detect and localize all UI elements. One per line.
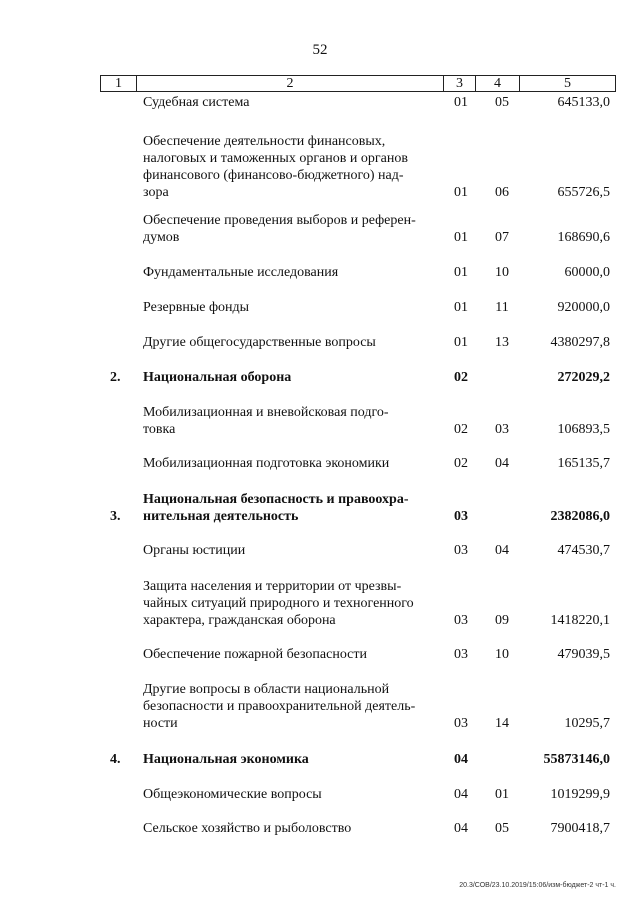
row-subsection-code: 06 [495, 185, 509, 200]
row-section-code: 04 [454, 821, 468, 836]
row-amount: 655726,5 [557, 185, 610, 200]
row-section-code: 01 [454, 265, 468, 280]
row-amount: 165135,7 [557, 456, 610, 471]
row-name [143, 786, 437, 803]
row-name-line: Обеспечение проведения выборов и референ- [143, 213, 416, 228]
row-amount: 60000,0 [564, 265, 610, 280]
row-name-line: Обеспечение деятельности финансовых, [143, 134, 386, 149]
row-amount: 10295,7 [564, 716, 610, 731]
row-amount: 2382086,0 [550, 509, 610, 524]
row-name-line: Мобилизационная и вневойсковая подго- [143, 405, 389, 420]
row-subsection-code: 01 [495, 787, 509, 802]
row-amount: 920000,0 [557, 300, 610, 315]
row-name-line: Другие общегосударственные вопросы [143, 335, 376, 350]
row-name [143, 94, 437, 111]
row-name [143, 334, 437, 351]
row-name-line: Обеспечение пожарной безопасности [143, 647, 368, 662]
row-name-line: зора [143, 185, 169, 200]
row-subsection-code: 10 [495, 647, 509, 662]
row-amount: 168690,6 [557, 230, 610, 245]
row-subsection-code: 09 [495, 613, 509, 628]
row-name-line: Фундаментальные исследования [143, 265, 339, 280]
row-name-line: товка [143, 422, 176, 437]
row-amount: 272029,2 [557, 370, 610, 385]
row-amount: 645133,0 [557, 95, 610, 110]
row-name-line: безопасности и правоохранительной деятель- [143, 699, 416, 714]
row-subsection-code: 10 [495, 265, 509, 280]
row-subsection-code: 14 [495, 716, 509, 731]
row-amount: 1019299,9 [550, 787, 610, 802]
row-subsection-code: 07 [495, 230, 509, 245]
row-subsection-code: 03 [495, 422, 509, 437]
row-section-code: 02 [454, 370, 468, 385]
row-name-line: Общеэкономические вопросы [143, 787, 322, 802]
row-amount: 1418220,1 [550, 613, 610, 628]
row-name [143, 133, 437, 201]
row-name [143, 751, 437, 768]
row-name-line: налоговых и таможенных органов и органов [143, 151, 408, 166]
row-name [143, 369, 437, 386]
row-amount: 479039,5 [557, 647, 610, 662]
row-subsection-code: 05 [495, 821, 509, 836]
row-name [143, 681, 437, 732]
row-section-code: 01 [454, 335, 468, 350]
row-name-line: характера, гражданская оборона [143, 613, 336, 628]
row-name-line: думов [143, 230, 180, 245]
document-footer: 20.3/СОВ/23.10.2019/15:06/изм-бюджет-2 чт-1 ч. [459, 882, 616, 889]
row-amount: 474530,7 [557, 543, 610, 558]
row-name-line: Защита населения и территории от чрезвы- [143, 579, 402, 594]
header-col-4: 4 [476, 76, 520, 91]
header-col-5: 5 [564, 76, 571, 91]
row-name-line: Другие вопросы в области национальной [143, 682, 390, 697]
header-col-2: 2 [137, 76, 444, 91]
row-number: 2. [110, 370, 121, 385]
row-name-line: Национальная оборона [143, 370, 292, 385]
row-section-code: 03 [454, 613, 468, 628]
row-name [143, 264, 437, 281]
row-section-code: 03 [454, 716, 468, 731]
row-section-code: 02 [454, 456, 468, 471]
row-section-code: 01 [454, 185, 468, 200]
row-name-line: Национальная экономика [143, 752, 309, 767]
row-amount: 106893,5 [557, 422, 610, 437]
row-number: 3. [110, 509, 121, 524]
page-number: 52 [312, 42, 328, 58]
row-name-line: ности [143, 716, 178, 731]
row-name [143, 646, 437, 663]
header-col-3: 3 [444, 76, 476, 91]
row-name [143, 542, 437, 559]
row-section-code: 02 [454, 422, 468, 437]
row-name [143, 212, 437, 246]
row-name-line: Судебная система [143, 95, 250, 110]
row-number: 4. [110, 752, 121, 767]
row-name-line: чайных ситуаций природного и техногенного [143, 596, 414, 611]
row-amount: 7900418,7 [550, 821, 610, 836]
row-subsection-code: 05 [495, 95, 509, 110]
row-section-code: 01 [454, 95, 468, 110]
row-amount: 4380297,8 [550, 335, 610, 350]
table-header [100, 75, 616, 92]
row-name-line: Сельское хозяйство и рыболовство [143, 821, 352, 836]
row-section-code: 01 [454, 230, 468, 245]
row-section-code: 03 [454, 647, 468, 662]
row-subsection-code: 04 [495, 456, 509, 471]
row-name-line: Резервные фонды [143, 300, 250, 315]
row-name [143, 299, 437, 316]
row-name [143, 491, 437, 525]
row-name [143, 578, 437, 629]
row-name-line: Национальная безопасность и правоохра- [143, 492, 409, 507]
row-name-line: финансового (финансово-бюджетного) над- [143, 168, 404, 183]
row-name [143, 404, 437, 438]
row-amount: 55873146,0 [543, 752, 610, 767]
row-subsection-code: 13 [495, 335, 509, 350]
row-section-code: 04 [454, 787, 468, 802]
row-section-code: 01 [454, 300, 468, 315]
row-section-code: 03 [454, 543, 468, 558]
header-col-1: 1 [101, 76, 137, 91]
row-subsection-code: 11 [495, 300, 509, 315]
row-section-code: 04 [454, 752, 468, 767]
row-name [143, 455, 437, 472]
row-name-line: нительная деятельность [143, 509, 299, 524]
row-name-line: Органы юстиции [143, 543, 246, 558]
row-subsection-code: 04 [495, 543, 509, 558]
row-name [143, 820, 437, 837]
row-section-code: 03 [454, 509, 468, 524]
row-name-line: Мобилизационная подготовка экономики [143, 456, 390, 471]
